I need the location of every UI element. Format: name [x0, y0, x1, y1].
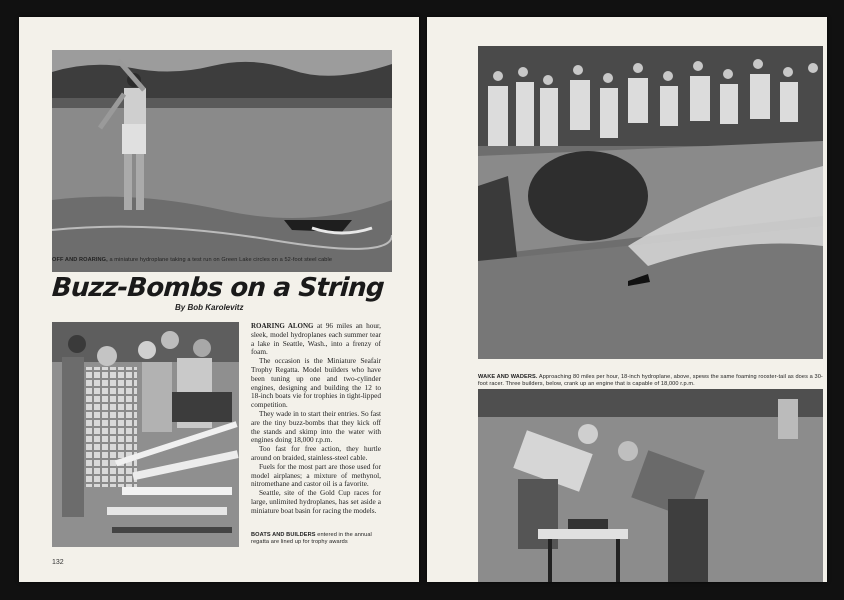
boats-caption [251, 532, 391, 546]
article-paragraph-2: The occasion is the Miniature Seafair Trophy Regatta. Model builders who have been tuning up one and two-cylinder engines, designing and building the 12 to 18-inch boats vie for trophies in tight-lipped competition. [251, 356, 381, 410]
article-headline: Buzz-Bombs on a String [50, 273, 385, 303]
article-paragraph-1 [251, 322, 381, 357]
left-page [19, 17, 419, 582]
article-lead-in: ROARING ALONG [251, 322, 314, 330]
article-paragraph-3: They wade in to start their entries. So fast are the tiny buzz-bombs that they kick off the stands and skimp into the water with engines doing 18,000 r.p.m. [251, 408, 381, 445]
article-paragraph-6: Seattle, site of the Gold Cup races for large, unlimited hydroplanes, has set aside a miniature boat basin for racing the models. [251, 488, 381, 515]
right-caption-text: Approaching 80 miles per hour, 18-inch hydroplane, above, spews the same foaming rooster-tail as does a 30-foot racer. Three builders, below, crank up an engine that is capable of 18,000 r.p.m. [478, 374, 823, 387]
boats-caption-lead: BOATS AND BUILDERS [251, 532, 316, 538]
top-photo-caption [52, 257, 392, 264]
boats-and-builders-photo [52, 322, 239, 547]
right-page [427, 17, 827, 582]
wake-photo [478, 46, 823, 359]
right-caption-lead: WAKE AND WADERS. [478, 374, 538, 380]
article-paragraph-4: Too fast for free action, they hurtle around on braided, stainless-steel cable. [251, 444, 381, 462]
article-paragraph-5: Fuels for the most part are those used for model airplanes; a mixture of methynol, nitromethane and castor oil is a favorite. [251, 461, 381, 489]
article-paragraph-1-text: at 96 miles an hour, sleek, model hydroplanes each summer tear a lake in Seattle, Wash., into a frenzy of foam. [251, 321, 381, 357]
right-photo-caption [478, 374, 823, 388]
builders-photo [478, 389, 823, 582]
top-caption-lead: OFF AND ROARING, [52, 257, 108, 263]
page-number: 132 [52, 559, 64, 566]
top-caption-text: a miniature hydroplane taking a test run on Green Lake circles on a 52-foot steel cable [109, 257, 333, 263]
article-body [251, 322, 381, 516]
boats-caption-text: entered in the annual regatta are lined up for trophy awards [251, 532, 372, 545]
top-photo-lake-test-run [52, 50, 392, 272]
article-byline: By Bob Karolevitz [175, 303, 244, 312]
